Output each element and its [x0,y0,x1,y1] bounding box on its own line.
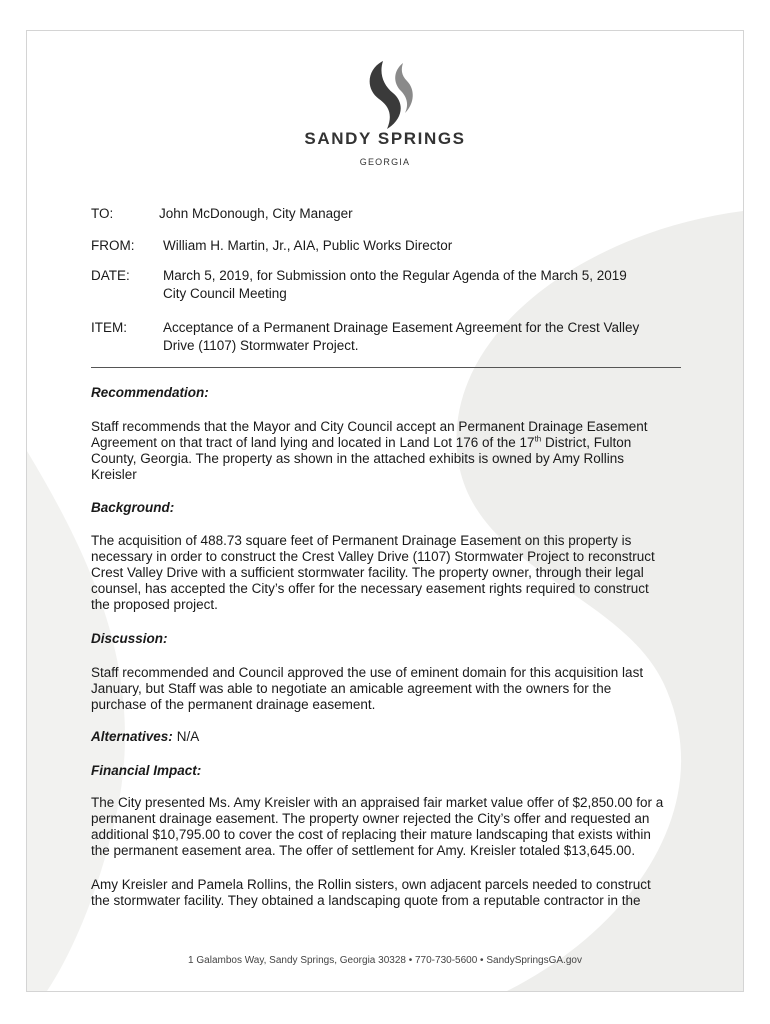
background-line: Crest Valley Drive with a sufficient stormwater facility. The property owner, through their legal [91,565,644,580]
recommendation-line: Staff recommends that the Mayor and City Council accept an Permanent Drainage Easement [91,419,648,434]
item-value-line2: Drive (1107) Stormwater Project. [163,338,359,353]
financial-paragraph-1 [91,795,691,859]
financial-line: the permanent easement area. The offer of settlement for Amy. Kreisler totaled $13,645.00. [91,843,636,858]
background-line: necessary in order to construct the Crest Valley Drive (1107) Stormwater Project to reconstruct [91,549,655,564]
document-page [26,30,744,992]
background-heading: Background: [91,500,175,515]
date-value-line2: City Council Meeting [163,286,287,301]
sandy-springs-logo-icon [363,59,415,131]
financial-paragraph-2 [91,877,691,909]
date-label: DATE: [91,268,130,283]
date-value-line1: March 5, 2019, for Submission onto the Regular Agenda of the March 5, 2019 [163,268,627,283]
background-paragraph [91,533,691,613]
discussion-line: Staff recommended and Council approved the use of eminent domain for this acquisition last [91,665,644,680]
background-line: The acquisition of 488.73 square feet of Permanent Drainage Easement on this property is [91,533,632,548]
background-line: the proposed project. [91,597,218,612]
discussion-heading: Discussion: [91,631,168,646]
logo-wordmark: SANDY SPRINGS [304,129,466,148]
from-label: FROM: [91,238,135,253]
recommendation-paragraph [91,419,691,483]
recommendation-line: Agreement on that tract of land lying and located in Land Lot 176 of the 17th District, Fulton [91,434,632,450]
financial-impact-heading: Financial Impact: [91,763,202,778]
recommendation-heading: Recommendation: [91,385,209,400]
logo-subtitle: GEORGIA [359,157,411,167]
page-footer: 1 Galambos Way, Sandy Springs, Georgia 30328 • 770-730-5600 • SandySpringsGA.gov [188,955,582,966]
item-label: ITEM: [91,320,127,335]
discussion-line: January, but Staff was able to negotiate an amicable agreement with the owners for the [91,681,612,696]
alternatives-value: N/A [176,729,200,744]
financial-line: the stormwater facility. They obtained a landscaping quote from a reputable contractor in the [91,893,641,908]
discussion-line: purchase of the permanent drainage easement. [91,697,376,712]
recommendation-line: County, Georgia. The property as shown in the attached exhibits is owned by Amy Rollins [91,451,625,466]
recommendation-line: Kreisler [91,467,137,482]
financial-line: Amy Kreisler and Pamela Rollins, the Rollin sisters, own adjacent parcels needed to construct [91,877,651,892]
item-value-line1: Acceptance of a Permanent Drainage Easement Agreement for the Crest Valley [163,320,640,335]
from-value: William H. Martin, Jr., AIA, Public Works Director [163,238,453,253]
financial-line: The City presented Ms. Amy Kreisler with an appraised fair market value offer of $2,850.00 for a [91,795,664,810]
header-divider [91,367,681,368]
discussion-paragraph [91,665,691,713]
alternatives-row [91,729,199,744]
financial-line: additional $10,795.00 to cover the cost of replacing their mature landscaping that exists within [91,827,651,842]
alternatives-heading: Alternatives: [91,729,173,744]
to-value: John McDonough, City Manager [159,206,353,221]
background-line: counsel, has accepted the City’s offer for the necessary easement rights required to construct [91,581,649,596]
to-label: TO: [91,206,114,221]
financial-line: permanent drainage easement. The property owner rejected the City’s offer and requested an [91,811,650,826]
